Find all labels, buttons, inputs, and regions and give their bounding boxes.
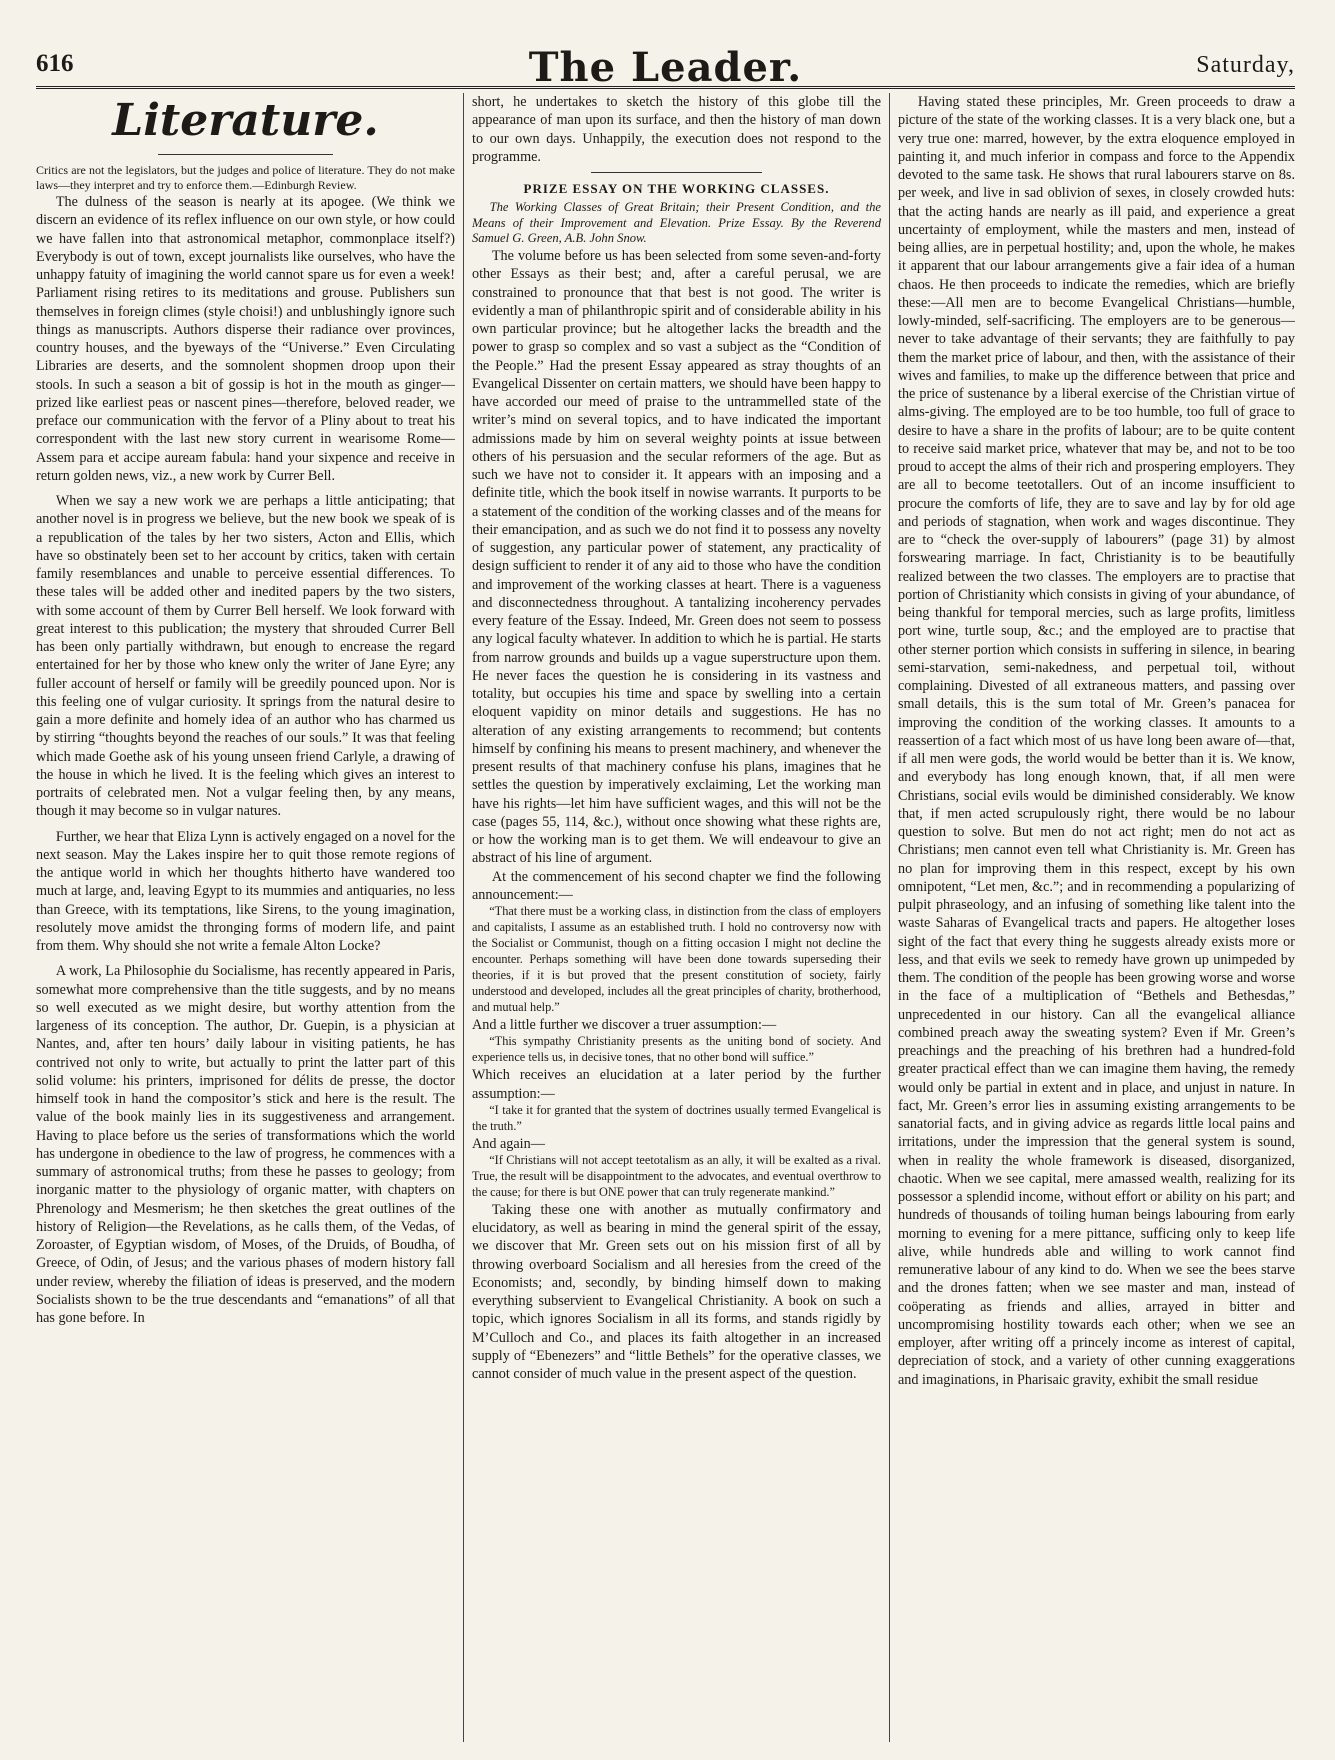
masthead-rule: [36, 86, 1295, 89]
divider: [158, 154, 334, 155]
divider: [591, 172, 763, 173]
quotation: “If Christians will not accept teetotalism as an ally, it will be exalted as a rival. True, the result will be disappointment to the advocates, and eventual overthrow to the cause; for there is but ONE power that can truly regenerate mankind.”: [472, 1153, 881, 1199]
page-number: 616: [36, 50, 74, 77]
quotation: “This sympathy Christianity presents as the uniting bond of society. And experience tells us, in decisive tones, that no other bond will suffice.”: [472, 1034, 881, 1065]
section-title: Literature.: [112, 95, 379, 146]
quotation: “I take it for granted that the system of doctrines usually termed Evangelical is the truth.”: [472, 1102, 881, 1133]
article-paragraph: Further, we hear that Eliza Lynn is actively engaged on a novel for the next season. May the Lakes inspire her to quit those remote regions of the antique world in which her thoughts hitherto have wandered too much at large, and, leaving Egypt to its mummies and antiquaries, no less than Greece, with its temptations, like Sirens, to the young imagination, resolutely move amidst the thronging forms of modern life, and paint from them. Why should she not write a female Alton Locke?: [36, 828, 455, 954]
columns: [36, 93, 1295, 1742]
review-title: PRIZE ESSAY ON THE WORKING CLASSES.: [523, 181, 830, 196]
article-paragraph: short, he undertakes to sketch the history of this globe till the appearance of man upon its surface, and then the history of man down to our own days. Unhappily, the execution does not respond to the programme.: [472, 94, 881, 165]
issue-day: Saturday,: [1196, 52, 1295, 78]
article-paragraph: The volume before us has been selected from some seven-and-forty other Essays as their best; and, after a careful perusal, we are constrained to pronounce that that best is not good. The writer is evidently a man of philanthropic spirit and of considerable ability in his own particular province; but he altogether lacks the breadth and the power to grasp so complex and so vast a subject as the “Condition of the People.” Had the present Essay appeared as stray thoughts of an Evangelical Dissenter on certain matters, we should have been happy to have accorded our meed of praise to the untrammelled state of the writer’s mind on several topics, and to have indicated the important admissions made by him on several weighty points at issue between others of his persuasion and the secular reformers of the age. But as such we have not to consider it. It appears with an imposing and a definite title, which the book itself in nowise warrants. It purports to be a statement of the condition of the working classes and of the means for their emancipation, and as such we do not find it to possess any novelty of suggestion, any particular power of statement, any practicality of design sufficient to render it of any aid to those who have the condition and improvement of the working classes at heart. There is a vagueness and disconnectedness throughout. A tantalizing incoherency pervades every feature of the Essay. Indeed, Mr. Green does not seem to possess any logical faculty whatever. In addition to which he is partial. He starts from narrow grounds and builds up a vague superstructure upon them. He never faces the question he is considering in its vastness and totality, but occupies his time and space by swelling into a certain eloquent vapidity on minor details and suggestions. He has no alteration of any existing arrangements to recommend; but contents himself by confining his means to present machinery, and whenever the present results of that machinery confuse his plans, imagines that he settles the question by imperatively exclaiming, Let the working man have his rights—let him have sufficient wages, and this will not be the case (pages 55, 114, &c.), without once showing what these rights are, or how the working man is to get them. We will endeavour to give an abstract of his line of argument.: [472, 248, 881, 867]
article-paragraph: Taking these one with another as mutually confirmatory and elucidatory, as well as bearing in mind the general spirit of the essay, we discover that Mr. Green sets out on his mission first of all by throwing overboard Socialism and all heresies from the creed of the Economists; and, secondly, by binding himself down to making everything subservient to Evangelical Christianity. A book on such a topic, which ignores Socialism in all its forms, and stands rigidly by M’Culloch and Co., and places its faith altogether in an increased supply of “Ebenezers” and “little Bethels” for the operative classes, we cannot consider of much value in the present aspect of the question.: [472, 1201, 881, 1383]
article-paragraph: A work, La Philosophie du Socialisme, has recently appeared in Paris, somewhat more comprehensive than the title suggests, and by no means so well executed as we might desire, but worthy attention from the largeness of its conception. The author, Dr. Guepin, is a physician at Nantes, and, after ten hours’ daily labour in visiting patients, he has contrived not only to write, but actually to print the latter part of this solid volume: his printers, imprisoned for délits de presse, the doctor himself took in hand the compositor’s stick and here is the result. The value of the book mainly lies in its suggestiveness and arrangement. Having to place before us the series of transformations which the world has undergone in obedience to the law of progress, he commences with a summary of astronomical truths; from these he passes to geology; from inorganic matter to the physiology of organic matter, with chapters on Phrenology and Mesmerism; he then sketches the great outlines of the history of Religion—the Revelations, as he calls them, of the Vedas, of Zoroaster, of Egyptian wisdom, of Moses, of the Druids, of Boudha, of Greece, of Odin, of Jesus; and the various phases of modern history fall under review, whereby the filiation of ideas is preserved, and the modern Socialists shown to be the true descendants and “emanations” of all that has gone before. In: [36, 963, 455, 1326]
newspaper-title: The Leader.: [528, 44, 803, 91]
article-paragraph: And again—: [472, 1135, 545, 1152]
column-3: [889, 93, 1295, 1742]
quotation: “That there must be a working class, in distinction from the class of employers and capitalists, I assume as an established truth. I hold no controversy now with the Socialist or Communist, though on a fitting occasion I might not decline the encounter. Perhaps something will have been done towards superseding their theories, if it is but proved that the present constitution of society, fairly understood and developed, includes all the great principles of charity, brotherhood, and mutual help.”: [472, 904, 881, 1015]
article-paragraph: And a little further we discover a truer assumption:—: [472, 1017, 777, 1034]
column-1: [36, 93, 463, 1742]
epigraph: Critics are not the legislators, but the judges and police of literature. They do not make laws—they interpret and try to enforce them.—Edinburgh Review.: [36, 163, 455, 192]
column-2: [463, 93, 889, 1742]
article-paragraph: Which receives an elucidation at a later period by the further assumption:—: [472, 1067, 881, 1102]
article-paragraph: At the commencement of his second chapter we find the following announcement:—: [472, 868, 881, 903]
article-paragraph: The dulness of the season is nearly at its apogee. (We think we discern an evidence of its reflex influence on our own style, or how could we have fallen into that astronomical metaphor, commonplace itself?) Everybody is out of town, except journalists like ourselves, who have the unhappy fatuity of imagining the world cannot spare us for even a week! Parliament rising retires to its meditations and grouse. Publishers sun themselves in foreign climes (style choisi!) and unblushingly ignore such things as manuscripts. Authors disperse their radiance over provinces, country houses, and the byeways of the “Universe.” Even Circulating Libraries are deserts, and the somnolent shopmen droop upon their stools. In such a season a bit of gossip is hot in the mouth as ginger—prized like earliest peas or nascent pines—therefore, beloved reader, we preface our communication with the fervor of a Pliny about to treat his correspondent with the last new story current in wearisome Rome—Assem para et accipe auream fabula: hand your sixpence and receive in return golden news, viz., a new work by Currer Bell.: [36, 194, 455, 484]
article-paragraph: When we say a new work we are perhaps a little anticipating; that another novel is in progress we believe, but the new book we speak of is a republication of the tales by her two sisters, Acton and Ellis, which have so obstinately been set to her account by critics, taken with certain family resemblances and unable to perceive essential differences. To these tales will be added other and inedited papers by the two sisters, with some account of them by Currer Bell herself. We look forward with great interest to this publication; the mystery that shrouded Currer Bell has been only partially withdrawn, but enough to encrease the regard entertained for her by those who knew only the writer of Jane Eyre; any fuller account of herself or family will be greedily pounced upon. Nor is this feeling one of vulgar curiosity. It springs from the natural desire to gain a more definite and homely idea of an author who has charmed us by stirring “thoughts beyond the reaches of our souls.” It was that feeling which made Goethe ask of his young unseen friend Carlyle, a drawing of the house in which he lived. It is the feeling which gives an interest to portraits of celebrated men. Not a vulgar feeling then, by any means, though it may become so in vulgar natures.: [36, 493, 455, 820]
review-subtitle: The Working Classes of Great Britain; their Present Condition, and the Means of their Improvement and Elevation. Prize Essay. By the Reverend Samuel G. Green, A.B. John Snow.: [472, 200, 881, 246]
masthead: [36, 44, 1295, 91]
article-paragraph: Having stated these principles, Mr. Green proceeds to draw a picture of the state of the working classes. It is a very black one, but a very true one: marred, however, by the extra eloquence employed in painting it, and much inferior in compass and force to the Appendix devoted to the same task. He shows that rural labourers starve on 8s. per week, and live in sad oblivion of sexes, in closely crowded huts: that the acting hands are nearly as ill paid, and experience a great uncertainty of employment, while the masters and men, instead of being allies, are in perpetual hostility; and, upon the whole, he makes it apparent that our labour arrangements give a fair idea of a human chaos. He then proceeds to indicate the remedies, which are briefly these:—All men are to become Evangelical Christians—humble, lowly-minded, self-sacrificing. The employers are to be generous—never to take advantage of their servants; they are faithfully to pay them the market price of labour, and then, with the assistance of their wives and families, to make up the difference between that price and the price of sustenance by a liberal exercise of the Christian virtue of alms-giving. The employed are to be too humble, too full of grace to desire to have a share in the profits of labour; are to be quite content to receive said market price, whatever that may be, and not to be too proud to accept the alms of their rich and prospering employers. They are all to become teetotallers. Out of an income insufficient to procure the comforts of life, they are to save and lay by for old age and periods of stagnation, when work and wages discontinue. They are to “check the over-supply of labourers” (page 31) by almost forswearing marriage. In fact, Christianity is to be beautifully realized between the two classes. The employers are to practise that portion of Christianity which consists in giving of your abundance, of being thankful for temporal mercies, such as large profits, limitless port wine, turtle soup, &c.; and the employed are to practise that other sterner portion which consists in suffering in silence, in bearing semi-starvation, semi-nakedness, and perpetual toil, without complaining. Divested of all extraneous matters, and passing over small details, this is the sum total of Mr. Green’s panacea for improving the condition of the working classes. It amounts to a reassertion of a fact which most of us have long been aware of—that, if all men were gods, the world would be better than it is. We know, and everybody has long enough known, that, if all men were Christians, social evils would be diminished considerably. We know that, if men acted scrupulously right, there would be no labour question to solve. But men do not act right; men do not act as Christians; men cannot even tell what Christianity is. Mr. Green has no plan for improving them in this respect, except by his own omnipotent, “Let men, &c.”; and in recommending a popularizing of pulpit phraseology, and an infusing of something like talent into the waste Saharas of Evangelical tracts and papers. He altogether loses sight of the fact that every thing he suggests already exists more or less, and that evils we seek to remedy have grown up unimpeded by them. The condition of the people has been growing worse and worse in the face of a multiplication of “Bethels and Bethesdas,” unprecedented in our history. Can all the evangelical alliance combined preach away the sweating system? Even if Mr. Green’s preachings and the preaching of his brethren had a hundred-fold greater practical effect than we can imagine them having, the remedy would only be partial in extent and in place, and unjust in nature. In fact, Mr. Green’s error lies in assuming existing arrangements to be sanatorial facts, and in giving advice as regards little local pains and irritations, under the impression that the general system is sound, when in reality the whole framework is diseased, disorganized, chaotic. When we see capital, mere amassed wealth, realizing for its possessor a splendid income, without effort or ability on his part; and hundreds of thousands of toiling human beings labouring from early morning to evening for a mere pittance, sufficing only to keep life alive, while hundreds able and willing to work cannot find remunerative labour of any kind to do. When we see the bees starve and the drones fatten; when we see master and man, instead of coöperating as friends and allies, arrayed in bitter and uncompromising hostility towards each other; when we see an employer, after writing off a princely income as interest of capital, depreciation of stock, and a variety of other cunning exaggerations and imaginations, in Pharisaic gravity, exhibit the small residue: [898, 94, 1295, 1388]
